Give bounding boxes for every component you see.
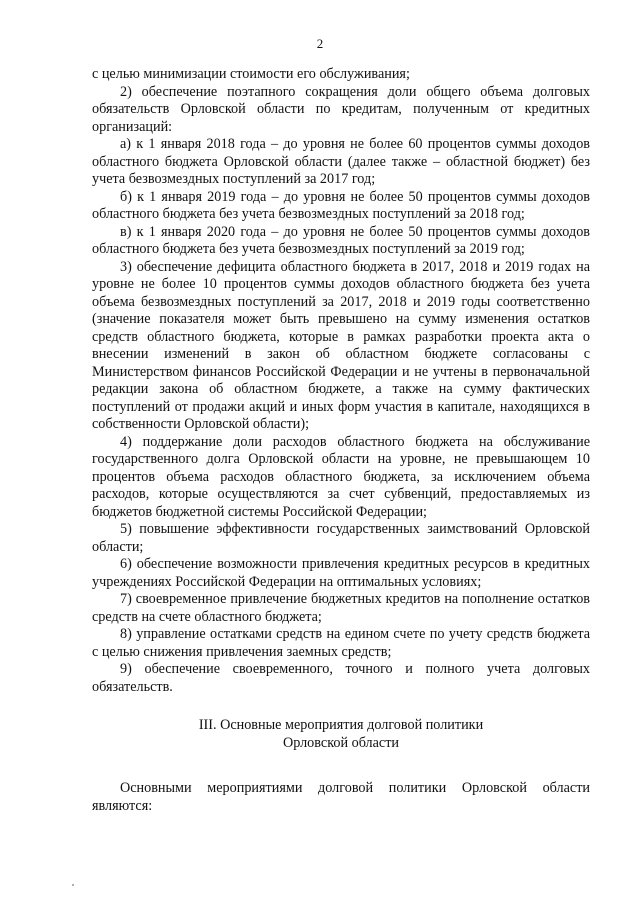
section-heading-line: III. Основные мероприятия долговой политики (198, 717, 484, 733)
paragraph: 6) обеспечение возможности привлечения кредитных ресурсов в кредитных учреждениях Российской Федерации на оптимальных условиях; (92, 556, 590, 590)
paragraph: б) к 1 января 2019 года – до уровня не более 50 процентов суммы доходов областного бюджета без учета безвозмездных поступлений за 2018 год; (92, 188, 590, 222)
paragraph: 3) обеспечение дефицита областного бюджета в 2017, 2018 и 2019 годах на уровне не более 10 процентов суммы доходов областного бюджета без учета объема безвозмездных поступлений за 2017, 2018 и 2019 годы соответственно (значение показателя может быть превышено на сумму изменения остатков средств областного бюджета, которые в рамках разработки проекта акта о внесении изменений в закон об областном бюджете согласованы с Министерством финансов Российской Федерации и не учтены в первоначальной редакции закона об областном бюджете, а также на сумму фактических поступлений от продажи акций и иных форм участия в капитале, находящихся в собственности Орловской области); (92, 258, 590, 432)
paragraph: а) к 1 января 2018 года – до уровня не более 60 процентов суммы доходов областного бюджета Орловской области (далее также – областной бюджет) без учета безвозмездных поступлений за 2017 год; (92, 136, 590, 187)
paragraph: 8) управление остатками средств на едином счете по учету средств бюджета с целью снижения привлечения заемных средств; (92, 626, 590, 660)
document-body (92, 66, 590, 815)
section-intro: Основными мероприятиями долговой политики Орловской области являются: (92, 780, 590, 814)
paragraph: 2) обеспечение поэтапного сокращения доли общего объема долговых обязательств Орловской области по кредитам, полученным от кредитных организаций: (92, 83, 590, 135)
paragraph: в) к 1 января 2020 года – до уровня не более 50 процентов суммы доходов областного бюджета без учета безвозмездных поступлений за 2019 год; (92, 223, 590, 257)
paragraph: 9) обеспечение своевременного, точного и полного учета долговых обязательств. (92, 661, 590, 695)
section-heading-line: Орловской области (282, 734, 400, 751)
paragraph: с целью минимизации стоимости его обслуживания; (92, 66, 410, 82)
paragraph: 7) своевременное привлечение бюджетных кредитов на пополнение остатков средств на счете областного бюджета; (92, 591, 590, 625)
page-number: 2 (316, 36, 324, 51)
paragraph: 4) поддержание доли расходов областного бюджета на обслуживание государственного долга Орловской области на уровне, не превышающем 10 процентов объема расходов областного бюджета, за исключением объема расходов, которые осуществляются за счет субвенций, предоставляемых из бюджетов бюджетной системы Российской Федерации; (92, 433, 590, 520)
section-heading (92, 717, 590, 752)
scan-speck (72, 884, 74, 886)
paragraph: 5) повышение эффективности государственных заимствований Орловской области; (92, 521, 590, 555)
